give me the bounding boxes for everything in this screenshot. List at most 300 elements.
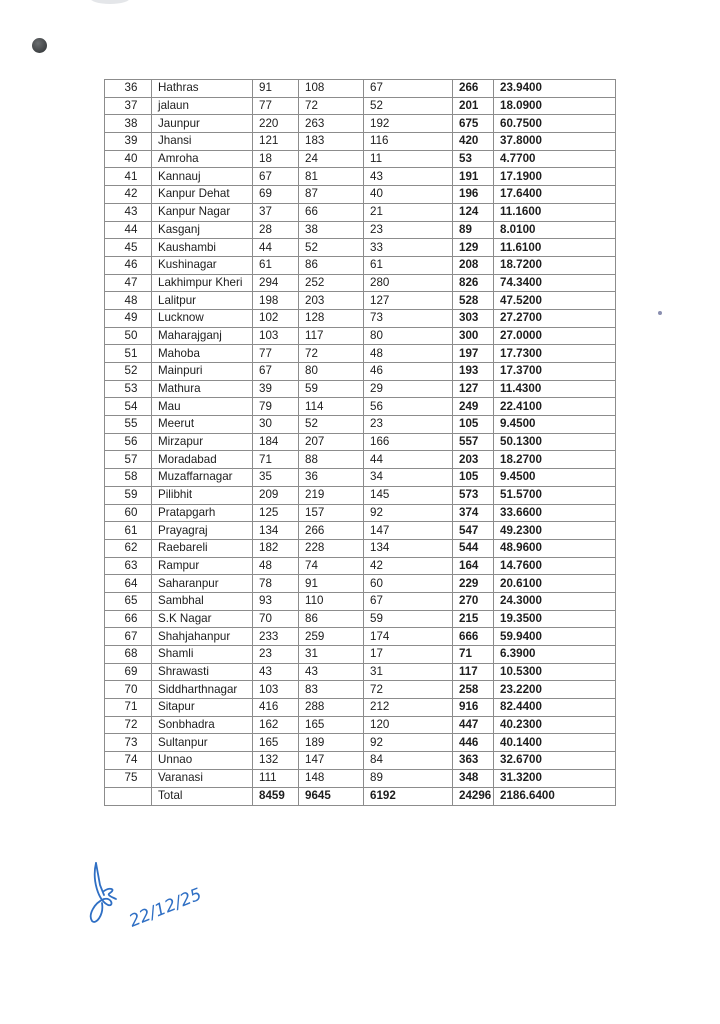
value-c: 31 bbox=[364, 663, 453, 681]
table-row bbox=[105, 256, 616, 274]
table-row bbox=[105, 80, 616, 98]
value-b: 117 bbox=[299, 327, 364, 345]
value-c: 127 bbox=[364, 292, 453, 310]
district-name: Mainpuri bbox=[152, 363, 253, 381]
value-c: 52 bbox=[364, 97, 453, 115]
table-row bbox=[105, 309, 616, 327]
value-a: 198 bbox=[253, 292, 299, 310]
table-row bbox=[105, 451, 616, 469]
value-b: 80 bbox=[299, 363, 364, 381]
value-b: 24 bbox=[299, 150, 364, 168]
row-total: 164 bbox=[453, 557, 494, 575]
row-amount: 60.7500 bbox=[494, 115, 616, 133]
row-amount: 9.4500 bbox=[494, 416, 616, 434]
row-number: 46 bbox=[105, 256, 152, 274]
row-number: 47 bbox=[105, 274, 152, 292]
table-row bbox=[105, 363, 616, 381]
value-a: 70 bbox=[253, 610, 299, 628]
row-total: 348 bbox=[453, 769, 494, 787]
district-name: Shamli bbox=[152, 646, 253, 664]
table-row bbox=[105, 186, 616, 204]
district-name: Pratapgarh bbox=[152, 504, 253, 522]
row-amount: 9.4500 bbox=[494, 469, 616, 487]
row-total: 208 bbox=[453, 256, 494, 274]
row-amount: 17.6400 bbox=[494, 186, 616, 204]
row-number: 53 bbox=[105, 380, 152, 398]
value-c: 23 bbox=[364, 221, 453, 239]
value-a: 79 bbox=[253, 398, 299, 416]
value-a: 209 bbox=[253, 486, 299, 504]
punch-hole bbox=[32, 38, 47, 53]
district-name: Sambhal bbox=[152, 592, 253, 610]
row-number: 45 bbox=[105, 239, 152, 257]
district-name: Pilibhit bbox=[152, 486, 253, 504]
table-row bbox=[105, 97, 616, 115]
row-total: 547 bbox=[453, 522, 494, 540]
total-blank bbox=[105, 787, 152, 805]
row-number: 61 bbox=[105, 522, 152, 540]
value-b: 86 bbox=[299, 610, 364, 628]
district-name: Sonbhadra bbox=[152, 716, 253, 734]
row-number: 75 bbox=[105, 769, 152, 787]
value-c: 145 bbox=[364, 486, 453, 504]
row-number: 44 bbox=[105, 221, 152, 239]
row-total: 193 bbox=[453, 363, 494, 381]
value-a: 43 bbox=[253, 663, 299, 681]
table-row bbox=[105, 681, 616, 699]
row-amount: 11.6100 bbox=[494, 239, 616, 257]
row-total: 124 bbox=[453, 203, 494, 221]
value-a: 18 bbox=[253, 150, 299, 168]
row-amount: 20.6100 bbox=[494, 575, 616, 593]
row-number: 69 bbox=[105, 663, 152, 681]
row-number: 60 bbox=[105, 504, 152, 522]
total-c: 6192 bbox=[364, 787, 453, 805]
value-c: 60 bbox=[364, 575, 453, 593]
row-amount: 10.5300 bbox=[494, 663, 616, 681]
table-row bbox=[105, 486, 616, 504]
row-number: 65 bbox=[105, 592, 152, 610]
value-b: 31 bbox=[299, 646, 364, 664]
row-amount: 18.0900 bbox=[494, 97, 616, 115]
row-number: 41 bbox=[105, 168, 152, 186]
row-number: 38 bbox=[105, 115, 152, 133]
district-name: Maharajganj bbox=[152, 327, 253, 345]
value-b: 59 bbox=[299, 380, 364, 398]
value-c: 89 bbox=[364, 769, 453, 787]
value-b: 207 bbox=[299, 433, 364, 451]
row-total: 117 bbox=[453, 663, 494, 681]
value-a: 69 bbox=[253, 186, 299, 204]
row-amount: 74.3400 bbox=[494, 274, 616, 292]
value-b: 288 bbox=[299, 699, 364, 717]
row-total: 229 bbox=[453, 575, 494, 593]
district-name: Amroha bbox=[152, 150, 253, 168]
row-number: 39 bbox=[105, 133, 152, 151]
value-c: 42 bbox=[364, 557, 453, 575]
value-b: 266 bbox=[299, 522, 364, 540]
value-a: 35 bbox=[253, 469, 299, 487]
row-amount: 50.1300 bbox=[494, 433, 616, 451]
row-number: 70 bbox=[105, 681, 152, 699]
table-row bbox=[105, 416, 616, 434]
total-b: 9645 bbox=[299, 787, 364, 805]
value-c: 212 bbox=[364, 699, 453, 717]
value-b: 66 bbox=[299, 203, 364, 221]
district-name: Kushinagar bbox=[152, 256, 253, 274]
row-number: 59 bbox=[105, 486, 152, 504]
row-total: 105 bbox=[453, 469, 494, 487]
table-row bbox=[105, 769, 616, 787]
row-total: 303 bbox=[453, 309, 494, 327]
district-name: Shahjahanpur bbox=[152, 628, 253, 646]
value-c: 67 bbox=[364, 592, 453, 610]
value-b: 88 bbox=[299, 451, 364, 469]
value-a: 182 bbox=[253, 539, 299, 557]
row-amount: 27.2700 bbox=[494, 309, 616, 327]
value-b: 72 bbox=[299, 345, 364, 363]
value-b: 36 bbox=[299, 469, 364, 487]
table-row bbox=[105, 150, 616, 168]
scan-speck bbox=[658, 311, 662, 315]
value-b: 74 bbox=[299, 557, 364, 575]
row-amount: 49.2300 bbox=[494, 522, 616, 540]
row-total: 374 bbox=[453, 504, 494, 522]
row-total: 258 bbox=[453, 681, 494, 699]
district-name: Raebareli bbox=[152, 539, 253, 557]
value-b: 83 bbox=[299, 681, 364, 699]
value-b: 114 bbox=[299, 398, 364, 416]
value-c: 120 bbox=[364, 716, 453, 734]
handwritten-signature bbox=[86, 855, 236, 945]
row-number: 51 bbox=[105, 345, 152, 363]
district-name: Jaunpur bbox=[152, 115, 253, 133]
total-a: 8459 bbox=[253, 787, 299, 805]
row-number: 71 bbox=[105, 699, 152, 717]
row-amount: 17.7300 bbox=[494, 345, 616, 363]
value-c: 72 bbox=[364, 681, 453, 699]
row-amount: 27.0000 bbox=[494, 327, 616, 345]
table-row bbox=[105, 557, 616, 575]
district-name: Jhansi bbox=[152, 133, 253, 151]
row-total: 528 bbox=[453, 292, 494, 310]
value-b: 219 bbox=[299, 486, 364, 504]
row-total: 203 bbox=[453, 451, 494, 469]
value-a: 103 bbox=[253, 681, 299, 699]
district-name: Unnao bbox=[152, 752, 253, 770]
row-total: 270 bbox=[453, 592, 494, 610]
table-row bbox=[105, 292, 616, 310]
district-name: Siddharthnagar bbox=[152, 681, 253, 699]
row-number: 36 bbox=[105, 80, 152, 98]
value-a: 111 bbox=[253, 769, 299, 787]
table-row bbox=[105, 239, 616, 257]
value-b: 52 bbox=[299, 239, 364, 257]
row-amount: 48.9600 bbox=[494, 539, 616, 557]
value-b: 147 bbox=[299, 752, 364, 770]
value-c: 40 bbox=[364, 186, 453, 204]
row-amount: 51.5700 bbox=[494, 486, 616, 504]
table-row bbox=[105, 345, 616, 363]
value-a: 28 bbox=[253, 221, 299, 239]
row-total: 557 bbox=[453, 433, 494, 451]
district-name: Sultanpur bbox=[152, 734, 253, 752]
table-row bbox=[105, 274, 616, 292]
table-row bbox=[105, 592, 616, 610]
row-total: 71 bbox=[453, 646, 494, 664]
row-total: 266 bbox=[453, 80, 494, 98]
row-amount: 17.1900 bbox=[494, 168, 616, 186]
value-a: 294 bbox=[253, 274, 299, 292]
value-c: 61 bbox=[364, 256, 453, 274]
value-a: 165 bbox=[253, 734, 299, 752]
value-a: 71 bbox=[253, 451, 299, 469]
row-amount: 40.1400 bbox=[494, 734, 616, 752]
table-row bbox=[105, 575, 616, 593]
table-row bbox=[105, 663, 616, 681]
row-amount: 59.9400 bbox=[494, 628, 616, 646]
value-b: 91 bbox=[299, 575, 364, 593]
value-c: 80 bbox=[364, 327, 453, 345]
row-number: 43 bbox=[105, 203, 152, 221]
row-total: 675 bbox=[453, 115, 494, 133]
value-b: 228 bbox=[299, 539, 364, 557]
row-total: 127 bbox=[453, 380, 494, 398]
district-data-table bbox=[104, 79, 616, 806]
table-row bbox=[105, 327, 616, 345]
value-b: 43 bbox=[299, 663, 364, 681]
value-c: 166 bbox=[364, 433, 453, 451]
district-name: Lakhimpur Kheri bbox=[152, 274, 253, 292]
value-a: 132 bbox=[253, 752, 299, 770]
row-number: 49 bbox=[105, 309, 152, 327]
row-amount: 19.3500 bbox=[494, 610, 616, 628]
district-name: S.K Nagar bbox=[152, 610, 253, 628]
row-total: 573 bbox=[453, 486, 494, 504]
row-number: 56 bbox=[105, 433, 152, 451]
value-c: 29 bbox=[364, 380, 453, 398]
value-c: 73 bbox=[364, 309, 453, 327]
row-total: 105 bbox=[453, 416, 494, 434]
row-amount: 4.7700 bbox=[494, 150, 616, 168]
value-a: 93 bbox=[253, 592, 299, 610]
row-total: 249 bbox=[453, 398, 494, 416]
row-amount: 8.0100 bbox=[494, 221, 616, 239]
table-row bbox=[105, 133, 616, 151]
row-amount: 32.6700 bbox=[494, 752, 616, 770]
value-a: 44 bbox=[253, 239, 299, 257]
value-c: 43 bbox=[364, 168, 453, 186]
row-number: 72 bbox=[105, 716, 152, 734]
row-total: 544 bbox=[453, 539, 494, 557]
row-amount: 11.4300 bbox=[494, 380, 616, 398]
value-b: 189 bbox=[299, 734, 364, 752]
row-number: 73 bbox=[105, 734, 152, 752]
value-c: 48 bbox=[364, 345, 453, 363]
value-b: 52 bbox=[299, 416, 364, 434]
value-c: 116 bbox=[364, 133, 453, 151]
value-a: 48 bbox=[253, 557, 299, 575]
value-c: 92 bbox=[364, 504, 453, 522]
value-a: 39 bbox=[253, 380, 299, 398]
table-row bbox=[105, 433, 616, 451]
value-b: 128 bbox=[299, 309, 364, 327]
value-a: 77 bbox=[253, 345, 299, 363]
row-total: 300 bbox=[453, 327, 494, 345]
table-row bbox=[105, 221, 616, 239]
district-name: Kannauj bbox=[152, 168, 253, 186]
value-b: 148 bbox=[299, 769, 364, 787]
row-number: 62 bbox=[105, 539, 152, 557]
value-c: 59 bbox=[364, 610, 453, 628]
row-total: 363 bbox=[453, 752, 494, 770]
district-name: Kanpur Dehat bbox=[152, 186, 253, 204]
row-amount: 82.4400 bbox=[494, 699, 616, 717]
value-c: 134 bbox=[364, 539, 453, 557]
total-label: Total bbox=[152, 787, 253, 805]
value-b: 108 bbox=[299, 80, 364, 98]
row-total: 129 bbox=[453, 239, 494, 257]
row-number: 50 bbox=[105, 327, 152, 345]
table-row bbox=[105, 203, 616, 221]
row-amount: 47.5200 bbox=[494, 292, 616, 310]
table-row bbox=[105, 646, 616, 664]
district-name: Prayagraj bbox=[152, 522, 253, 540]
value-b: 38 bbox=[299, 221, 364, 239]
district-name: Meerut bbox=[152, 416, 253, 434]
value-b: 259 bbox=[299, 628, 364, 646]
row-total: 446 bbox=[453, 734, 494, 752]
row-total: 191 bbox=[453, 168, 494, 186]
row-number: 48 bbox=[105, 292, 152, 310]
row-number: 58 bbox=[105, 469, 152, 487]
district-name: Lucknow bbox=[152, 309, 253, 327]
table-row bbox=[105, 610, 616, 628]
row-amount: 11.1600 bbox=[494, 203, 616, 221]
value-c: 84 bbox=[364, 752, 453, 770]
row-number: 54 bbox=[105, 398, 152, 416]
value-c: 11 bbox=[364, 150, 453, 168]
table-row bbox=[105, 522, 616, 540]
table-row bbox=[105, 504, 616, 522]
table-row bbox=[105, 168, 616, 186]
value-c: 46 bbox=[364, 363, 453, 381]
district-name: Moradabad bbox=[152, 451, 253, 469]
district-name: Mau bbox=[152, 398, 253, 416]
value-a: 416 bbox=[253, 699, 299, 717]
row-total: 666 bbox=[453, 628, 494, 646]
row-amount: 18.7200 bbox=[494, 256, 616, 274]
row-number: 37 bbox=[105, 97, 152, 115]
row-amount: 14.7600 bbox=[494, 557, 616, 575]
row-total: 916 bbox=[453, 699, 494, 717]
district-name: Shrawasti bbox=[152, 663, 253, 681]
value-a: 134 bbox=[253, 522, 299, 540]
row-amount: 40.2300 bbox=[494, 716, 616, 734]
value-a: 220 bbox=[253, 115, 299, 133]
value-b: 263 bbox=[299, 115, 364, 133]
district-name: Muzaffarnagar bbox=[152, 469, 253, 487]
table-row bbox=[105, 469, 616, 487]
value-a: 103 bbox=[253, 327, 299, 345]
row-amount: 23.2200 bbox=[494, 681, 616, 699]
row-amount: 22.4100 bbox=[494, 398, 616, 416]
value-b: 86 bbox=[299, 256, 364, 274]
district-name: jalaun bbox=[152, 97, 253, 115]
value-b: 252 bbox=[299, 274, 364, 292]
row-number: 52 bbox=[105, 363, 152, 381]
value-b: 165 bbox=[299, 716, 364, 734]
table-row bbox=[105, 716, 616, 734]
district-name: Kanpur Nagar bbox=[152, 203, 253, 221]
district-name: Sitapur bbox=[152, 699, 253, 717]
value-c: 280 bbox=[364, 274, 453, 292]
value-b: 203 bbox=[299, 292, 364, 310]
row-number: 66 bbox=[105, 610, 152, 628]
district-name: Mahoba bbox=[152, 345, 253, 363]
district-name: Mathura bbox=[152, 380, 253, 398]
district-name: Mirzapur bbox=[152, 433, 253, 451]
value-c: 34 bbox=[364, 469, 453, 487]
district-name: Lalitpur bbox=[152, 292, 253, 310]
value-c: 92 bbox=[364, 734, 453, 752]
total-row bbox=[105, 787, 616, 805]
value-a: 30 bbox=[253, 416, 299, 434]
value-c: 44 bbox=[364, 451, 453, 469]
value-c: 56 bbox=[364, 398, 453, 416]
row-amount: 37.8000 bbox=[494, 133, 616, 151]
district-name: Rampur bbox=[152, 557, 253, 575]
row-amount: 17.3700 bbox=[494, 363, 616, 381]
value-b: 110 bbox=[299, 592, 364, 610]
value-a: 78 bbox=[253, 575, 299, 593]
value-a: 184 bbox=[253, 433, 299, 451]
row-amount: 6.3900 bbox=[494, 646, 616, 664]
table-row bbox=[105, 628, 616, 646]
table-row bbox=[105, 539, 616, 557]
district-name: Saharanpur bbox=[152, 575, 253, 593]
district-name: Hathras bbox=[152, 80, 253, 98]
value-a: 37 bbox=[253, 203, 299, 221]
table-row bbox=[105, 380, 616, 398]
value-c: 67 bbox=[364, 80, 453, 98]
value-a: 77 bbox=[253, 97, 299, 115]
table-body bbox=[105, 80, 616, 806]
row-amount: 24.3000 bbox=[494, 592, 616, 610]
value-a: 23 bbox=[253, 646, 299, 664]
row-amount: 31.3200 bbox=[494, 769, 616, 787]
value-a: 121 bbox=[253, 133, 299, 151]
table-row bbox=[105, 752, 616, 770]
row-total: 53 bbox=[453, 150, 494, 168]
value-a: 91 bbox=[253, 80, 299, 98]
district-name: Kasganj bbox=[152, 221, 253, 239]
row-number: 74 bbox=[105, 752, 152, 770]
value-a: 67 bbox=[253, 363, 299, 381]
row-amount: 23.9400 bbox=[494, 80, 616, 98]
value-b: 72 bbox=[299, 97, 364, 115]
total-e: 2186.6400 bbox=[494, 787, 616, 805]
row-total: 197 bbox=[453, 345, 494, 363]
value-a: 102 bbox=[253, 309, 299, 327]
value-b: 87 bbox=[299, 186, 364, 204]
scan-shadow bbox=[90, 0, 130, 4]
value-a: 233 bbox=[253, 628, 299, 646]
value-a: 162 bbox=[253, 716, 299, 734]
row-amount: 33.6600 bbox=[494, 504, 616, 522]
row-number: 55 bbox=[105, 416, 152, 434]
table-row bbox=[105, 734, 616, 752]
